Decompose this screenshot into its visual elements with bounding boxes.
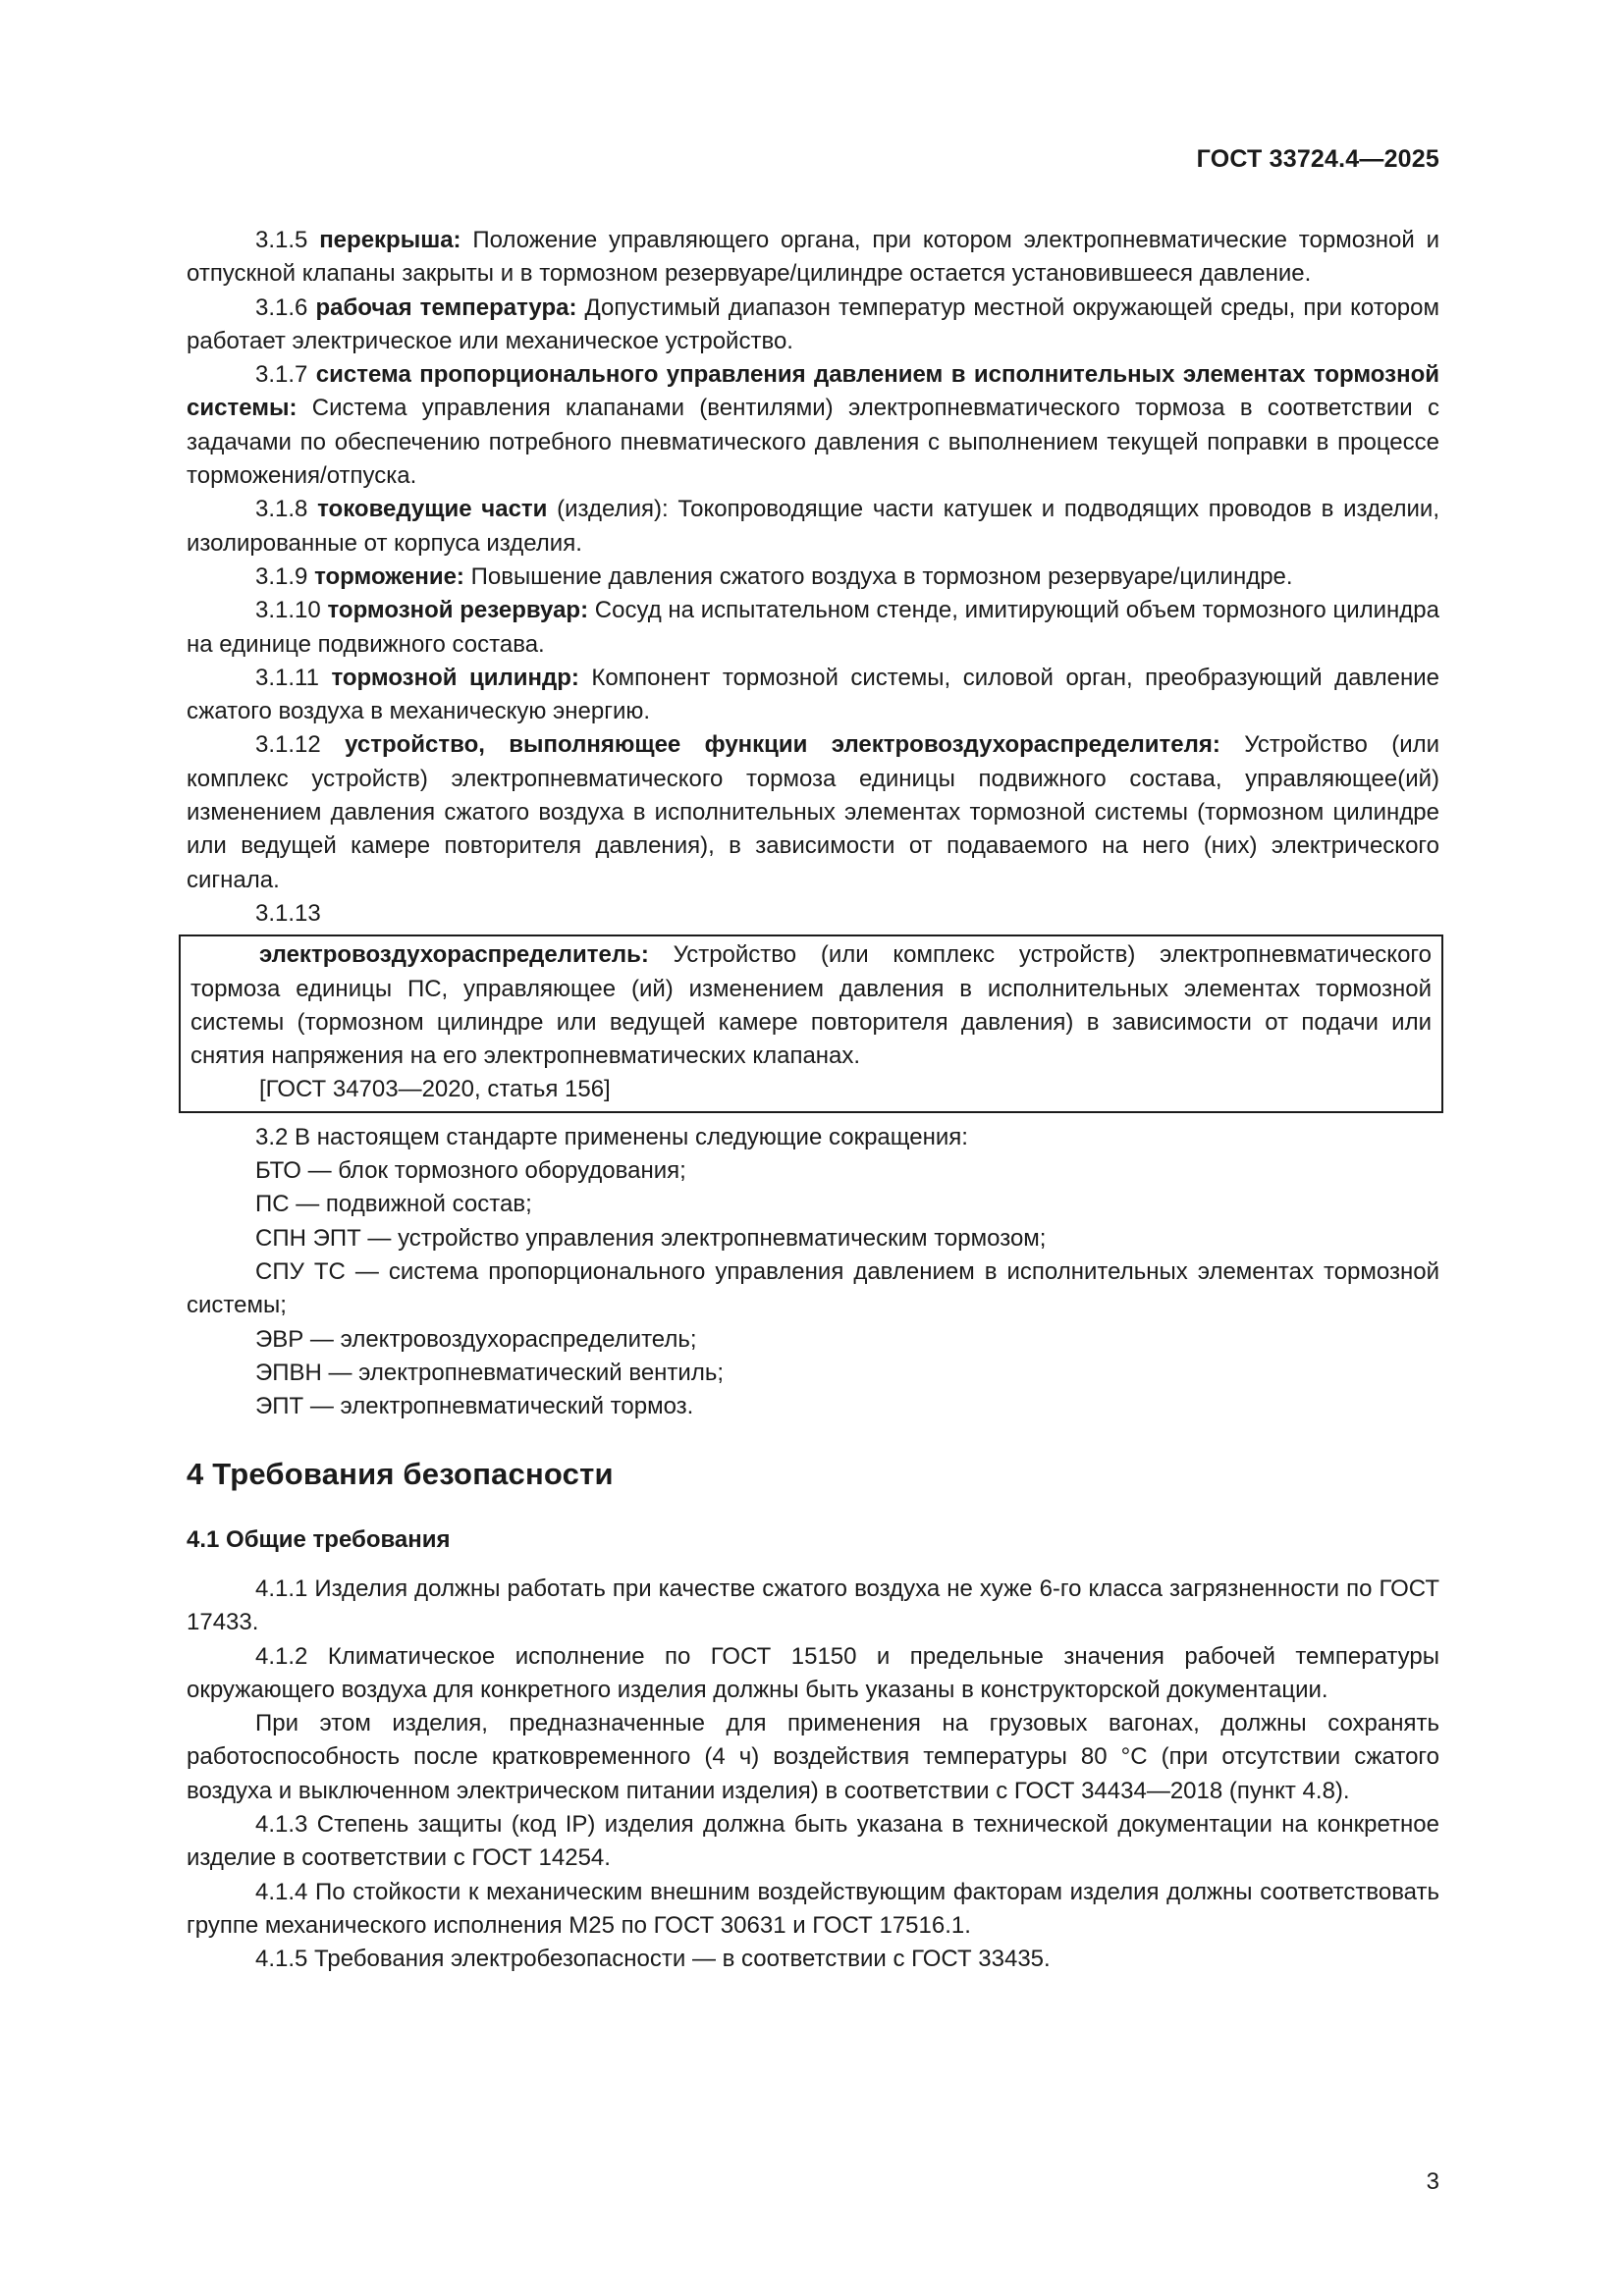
document-header: ГОСТ 33724.4—2025 [1196,145,1439,173]
definition-3-1-9: 3.1.9 торможение: Повышение давления сжатого воздуха в тормозном резервуаре/цилиндре. [255,562,1293,590]
abbreviation-item: ЭПВН — электропневматический вентиль; [255,1359,724,1386]
page-number: 3 [1426,2168,1439,2195]
document-page [187,0,1439,2296]
requirement-paragraph: 4.1.2 Климатическое исполнение по ГОСТ 15150 и предельные значения рабочей температуры окружающего воздуха для конкретного изделия должны быть указаны в конструкторской документации. [187,1642,1439,1703]
abbreviation-item: ПС — подвижной состав; [255,1191,532,1218]
definition-3-1-6: 3.1.6 рабочая температура: Допустимый диапазон температур местной окружающей среды, при котором работает электрическое или механическое устройство. [187,294,1440,354]
definition-term: рабочая температура: [315,294,577,321]
requirement-paragraph: 4.1.4 По стойкости к механическим внешним воздействующим факторам изделия должны соответствовать группе механического исполнения М25 по ГОСТ 30631 и ГОСТ 17516.1. [187,1878,1439,1939]
section-4-1-heading: 4.1 Общие требования [187,1525,451,1553]
document-body [187,224,1439,1977]
boxed-definition-text: электровоздухораспределитель: Устройство (или комплекс устройств) электропневматического тормоза единицы ПС, управляющее (ий) изменением давления в исполнительных элементах тормозной системы (тормозном цилиндре или ведущей камере повторителя давления) в зависимости от подачи или снятия напряжения на его электропневматических клапанах. [190,941,1432,1070]
definition-term: тормозной резервуар: [327,597,589,624]
abbreviation-item: ЭВР — электровоздухораспределитель; [255,1325,697,1353]
abbreviation-item: СПУ ТС — система пропорционального управления давлением в исполнительных элементах тормозной системы; [187,1257,1439,1319]
definition-3-1-5: 3.1.5 перекрыша: Положение управляющего органа, при котором электропневматические тормозной и отпускной клапаны закрыты и в тормозном резервуаре/цилиндре остается установившееся давление. [187,227,1440,288]
definition-term: перекрыша: [319,227,461,253]
definition-term: устройство, выполняющее функции электровоздухораспределителя: [345,731,1220,759]
requirement-paragraph: 4.1.3 Степень защиты (код IP) изделия должна быть указана в технической документации на конкретное изделие в соответствии с ГОСТ 14254. [187,1811,1439,1872]
definition-3-1-10: 3.1.10 тормозной резервуар: Сосуд на испытательном стенде, имитирующий объем тормозного цилиндра на единице подвижного состава. [187,597,1440,658]
definition-term: токоведущие части [317,496,548,523]
definition-term: система пропорционального управления давлением в исполнительных элементах тормозной системы: [187,361,1439,422]
abbreviation-item: ЭПТ — электропневматический тормоз. [255,1393,694,1420]
definition-term: электровоздухораспределитель: [259,941,649,969]
definition-3-1-11: 3.1.11 тормозной цилиндр: Компонент тормозной системы, силовой орган, преобразующий давление сжатого воздуха в механическую энергию. [187,664,1440,725]
section-4-heading: 4 Требования безопасности [187,1457,614,1492]
definition-term: тормозной цилиндр: [331,664,579,691]
definition-term: торможение: [314,562,464,590]
definition-3-1-8: 3.1.8 токоведущие части (изделия): Токопроводящие части катушек и подводящих проводов в изделии, изолированные от корпуса изделия. [187,496,1440,557]
definition-3-1-7: 3.1.7 система пропорционального управления давлением в исполнительных элементах тормозной системы: Система управления клапанами (вентилями) электропневматического тормоза в соответствии с задачами по обеспечению потребного пневматического давления с выполнением текущей поправки в процессе торможения/отпуска. [187,361,1439,490]
boxed-definition [179,934,1443,1112]
requirement-paragraph: 4.1.5 Требования электробезопасности — в соответствии с ГОСТ 33435. [255,1946,1051,1973]
definition-3-1-13-number: 3.1.13 [255,899,321,927]
abbreviation-item: СПН ЭПТ — устройство управления электропневматическим тормозом; [255,1224,1047,1252]
definition-3-1-12: 3.1.12 устройство, выполняющее функции электровоздухораспределителя: Устройство (или комплекс устройств) электропневматического тормоза единицы подвижного состава, управляющее(ий) изменением давления сжатого воздуха в исполнительных элементах тормозной системы (тормозном цилиндре или ведущей камере повторителя давления), в зависимости от подаваемого на него (них) электрического сигнала. [187,731,1440,893]
abbreviations-intro: 3.2 В настоящем стандарте применены следующие сокращения: [255,1123,968,1150]
requirement-paragraph: При этом изделия, предназначенные для применения на грузовых вагонах, должны сохранять работоспособность после кратковременного (4 ч) воздействия температуры 80 °С (при отсутствии сжатого воздуха и выключенном электрическом питании изделия) в соответствии с ГОСТ 34434—2018 (пункт 4.8). [187,1710,1439,1804]
requirement-paragraph: 4.1.1 Изделия должны работать при качестве сжатого воздуха не хуже 6-го класса загрязненности по ГОСТ 17433. [187,1575,1439,1636]
boxed-definition-source: [ГОСТ 34703—2020, статья 156] [259,1076,611,1103]
abbreviation-item: БТО — блок тормозного оборудования; [255,1157,686,1185]
